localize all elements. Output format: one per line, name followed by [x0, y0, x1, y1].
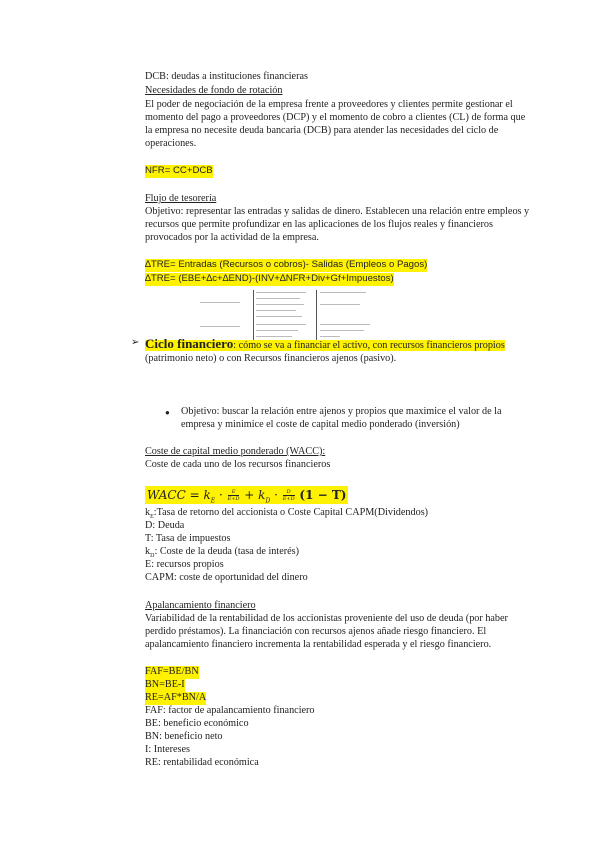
kd-definition: $k_D$: Coste de la deuda (tasa de interés) [145, 546, 299, 560]
bn-definition: BN: beneficio neto [145, 731, 223, 742]
wacc-heading: Coste de capital medio ponderado (WACC): [145, 446, 326, 457]
objetivo-line-2: empresa y minimice el coste de capital medio ponderado (inversión) [181, 419, 460, 430]
wacc-frac-2: $\frac{D}{E+D}$ [282, 489, 295, 502]
dcb-definition: DCB: deudas a instituciones financieras [145, 71, 308, 82]
wacc-formula: WACC = $k_E$ · $\frac{E}{E+D}$ + $k_D$ · $\frac{D}{E+D}$ (1 − T) [147, 488, 347, 505]
i-definition: I: Intereses [145, 744, 190, 755]
wacc-frac-1: $\frac{E}{E+D}$ [227, 489, 240, 502]
apalancamiento-paragraph-1: Variabilidad de la rentabilidad de los accionistas proveniente del uso de deuda (por haber [145, 613, 508, 624]
flujo-paragraph-3: provocados por la actividad de la empresa. [145, 232, 319, 243]
dot-bullet-icon: ● [165, 408, 170, 417]
capm-definition: CAPM: coste de oportunidad del dinero [145, 572, 308, 583]
nfr-paragraph-2: momento del pago a proveedores (DCP) y el momento de cobro a clientes (CL) de forma que [145, 112, 526, 123]
nfr-heading: Necesidades de fondo de rotación [145, 85, 283, 96]
wacc-sub-d: D [265, 497, 271, 505]
ciclo-highlight [145, 336, 505, 351]
objetivo-line-1: Objetivo: buscar la relación entre ajenos y propios que maximice el valor de la [181, 406, 502, 417]
ke-definition: $k_E:Tasa$ de retorno del accionista o Coste Capital CAPM(Dividendos) [145, 507, 429, 521]
flujo-paragraph-1: Objetivo: representar las entradas y salidas de dinero. Establecen una relación entre empleos y [145, 206, 530, 217]
tre-formula-2: ∆TRE= (EBE+∆c+∆END)-(INV+∆NFR+Div+Gf+Impuestos) [145, 273, 394, 284]
apalancamiento-heading: Apalancamiento financiero [145, 600, 256, 611]
be-definition: BE: beneficio económico [145, 718, 249, 729]
wacc-lhs: WACC = k [147, 488, 211, 502]
faf-formula: FAF=BE/BN [145, 666, 199, 677]
d-definition: D: Deuda [145, 520, 185, 531]
ciclo-line [145, 338, 505, 353]
apalancamiento-paragraph-2: perdido préstamos). La financiación con recursos ajenos añade riesgo financiero. El [145, 626, 487, 637]
ciclo-paragraph-2: (patrimonio neto) o con Recursos financieros ajenos (pasivo). [145, 353, 397, 364]
wacc-tail: (1 − T) [299, 488, 347, 502]
e-definition: E: recursos propios [145, 559, 224, 570]
re-definition: RE: rentabilidad económica [145, 757, 259, 768]
flujo-paragraph-2: recursos que permite profundizar en las aplicaciones de los flujos reales y financieros [145, 219, 493, 230]
ciclo-rest: : cómo se va a financiar el activo, con recursos financieros propios [233, 340, 505, 351]
nfr-paragraph-3: la empresa no necesite deuda bancaria (DCB) para atender las necesidades del ciclo de [145, 125, 499, 136]
wacc-paragraph: Coste de cada uno de los recursos financieros [145, 459, 331, 470]
nfr-paragraph-1: El poder de negociación de la empresa frente a proveedores y clientes permite gestionar el [145, 99, 513, 110]
ciclo-title: Ciclo financiero [145, 336, 234, 351]
re-formula: RE=AF*BN/A [145, 692, 207, 703]
wacc-plus: + k [244, 488, 266, 502]
flujo-heading: Flujo de tesorería [145, 193, 217, 204]
arrow-bullet-icon: ➢ [131, 337, 140, 348]
faf-definition: FAF: factor de apalancamiento financiero [145, 705, 315, 716]
bn-formula: BN=BE-I [145, 679, 185, 690]
wacc-sub-e: E [210, 497, 216, 505]
t-definition: T: Tasa de impuestos [145, 533, 231, 544]
flujo-table-image [198, 290, 390, 342]
tre-formula-1: ∆TRE= Entradas (Recursos o cobros)- Salidas (Empleos o Pagos) [145, 259, 428, 270]
nfr-paragraph-4: operaciones. [145, 138, 197, 149]
apalancamiento-paragraph-3: apalancamiento financiero incrementa la rentabilidad esperada y el riesgo financiero. [145, 639, 492, 650]
nfr-formula: NFR= CC+DCB [145, 165, 213, 176]
